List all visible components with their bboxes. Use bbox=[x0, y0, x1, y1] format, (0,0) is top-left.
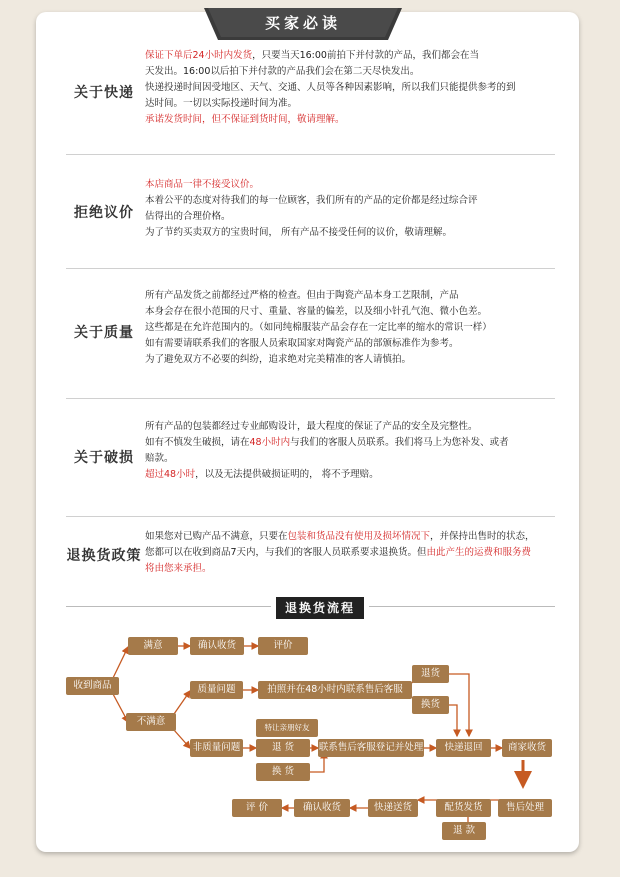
flow-step-express-send: 快递送货 bbox=[368, 799, 418, 817]
body-text: 赔款。 bbox=[145, 453, 174, 464]
flow-step-photo-contact: 拍照并在48小时内联系售后客服 bbox=[258, 681, 412, 699]
body-text: 本身会存在很小范围的尺寸、重量、容量的偏差，以及细小针孔气泡、微小色差。 bbox=[145, 306, 488, 317]
flow-step-register: 联系售后客服登记并处理 bbox=[318, 739, 424, 757]
body-text: 快递投递时间因受地区、天气、交通、人员等各种因素影响，所以我们只能提供参考的到 bbox=[145, 82, 516, 93]
section-label-quality: 关于质量 bbox=[74, 325, 134, 341]
flow-step-ship-out: 配货发货 bbox=[436, 799, 491, 817]
section-label-return-policy: 退换货政策 bbox=[66, 548, 142, 564]
flow-step-confirm-receipt-2: 确认收货 bbox=[294, 799, 350, 817]
flow-step-return-mid: 退 货 bbox=[256, 739, 310, 757]
body-text: ，只要当天16:00前拍下并付款的产品，我们都会在当 bbox=[252, 50, 479, 61]
flow-step-confirm-receipt: 确认收货 bbox=[190, 637, 244, 655]
flow-step-satisfied: 满意 bbox=[128, 637, 178, 655]
flow-step-express-return: 快递退回 bbox=[436, 739, 491, 757]
flow-step-exchange-mid: 换 货 bbox=[256, 763, 310, 781]
highlight-text: 将由您来承担。 bbox=[145, 563, 212, 574]
body-text: 如有不慎发生破损，请在 bbox=[145, 437, 250, 448]
highlight-text: 由此产生的运费和服务费 bbox=[426, 547, 532, 558]
flow-step-merchant-receive: 商家收货 bbox=[502, 739, 552, 757]
flow-step-quality-issue: 质量问题 bbox=[190, 681, 243, 699]
highlight-text: 包装和货品没有使用及损坏情况下 bbox=[287, 531, 431, 542]
body-text: 您都可以在收到商品7天内，与我们的客服人员联系要求退换货。但 bbox=[145, 547, 427, 558]
section-label-shipping: 关于快递 bbox=[74, 85, 134, 101]
body-text: 为了避免双方不必要的纠纷，追求绝对完美精准的客人请慎拍。 bbox=[145, 354, 412, 365]
flow-step-review: 评价 bbox=[258, 637, 308, 655]
flow-step-special-request: 特让亲朋好友 bbox=[256, 719, 318, 737]
body-text: ，并保持出售时的状态， bbox=[430, 531, 535, 542]
flow-step-after-sales: 售后处理 bbox=[498, 799, 552, 817]
flow-step-unsatisfied: 不满意 bbox=[126, 713, 176, 731]
highlight-text: 本店商品一律不接受议价。 bbox=[145, 179, 260, 190]
section-label-no-bargain: 拒绝议价 bbox=[74, 205, 134, 221]
highlight-text: 48小时内 bbox=[249, 437, 291, 448]
highlight-text: 承诺发货时间，但不保证到货时间，敬请理解。 bbox=[145, 114, 345, 125]
body-text: 所有产品的包装都经过专业邮购设计，最大程度的保证了产品的安全及完整性。 bbox=[145, 421, 478, 432]
body-text: 与我们的客服人员联系。我们将马上为您补发、或者 bbox=[290, 437, 509, 448]
body-text: 如有需要请联系我们的客服人员索取国家对陶瓷产品的部颁标准作为参考。 bbox=[145, 338, 459, 349]
body-text: 这些都是在允许范围内的。（如同纯棉服装产品会存在一定比率的缩水的常识一样） bbox=[145, 322, 492, 333]
flow-step-received: 收到商品 bbox=[66, 677, 119, 695]
body-text: 所有产品发货之前都经过严格的检查。但由于陶瓷产品本身工艺限制，产品 bbox=[145, 290, 459, 301]
highlight-text: 保证下单后24小时内发货 bbox=[145, 50, 253, 61]
page-title: 买家必读 bbox=[264, 14, 341, 32]
section-label-damage: 关于破损 bbox=[74, 450, 134, 466]
body-text: 天发出。16:00以后拍下并付款的产品我们会在第二天尽快发出。 bbox=[145, 66, 420, 77]
highlight-text: 超过48小时 bbox=[145, 469, 196, 480]
body-text: 为了节约买卖双方的宝贵时间， 所有产品不接受任何的议价，敬请理解。 bbox=[145, 227, 453, 238]
body-text: ，以及无法提供破损证明的， 将不予理赔。 bbox=[195, 469, 379, 480]
flow-title: 退换货流程 bbox=[276, 597, 364, 619]
body-text: 估得出的合理价格。 bbox=[145, 211, 231, 222]
body-text: 达时间。一切以实际投递时间为准。 bbox=[145, 98, 298, 109]
flow-step-refund: 退 款 bbox=[442, 822, 486, 840]
flow-step-non-quality-issue: 非质量问题 bbox=[190, 739, 243, 757]
flow-step-return-top: 退货 bbox=[412, 665, 449, 683]
flow-step-exchange-top: 换货 bbox=[412, 696, 449, 714]
body-text: 如果您对已购产品不满意，只要在 bbox=[145, 531, 288, 542]
flow-step-review-2: 评 价 bbox=[232, 799, 282, 817]
body-text: 本着公平的态度对待我们的每一位顾客，我们所有的产品的定价都是经过综合评 bbox=[145, 195, 478, 206]
